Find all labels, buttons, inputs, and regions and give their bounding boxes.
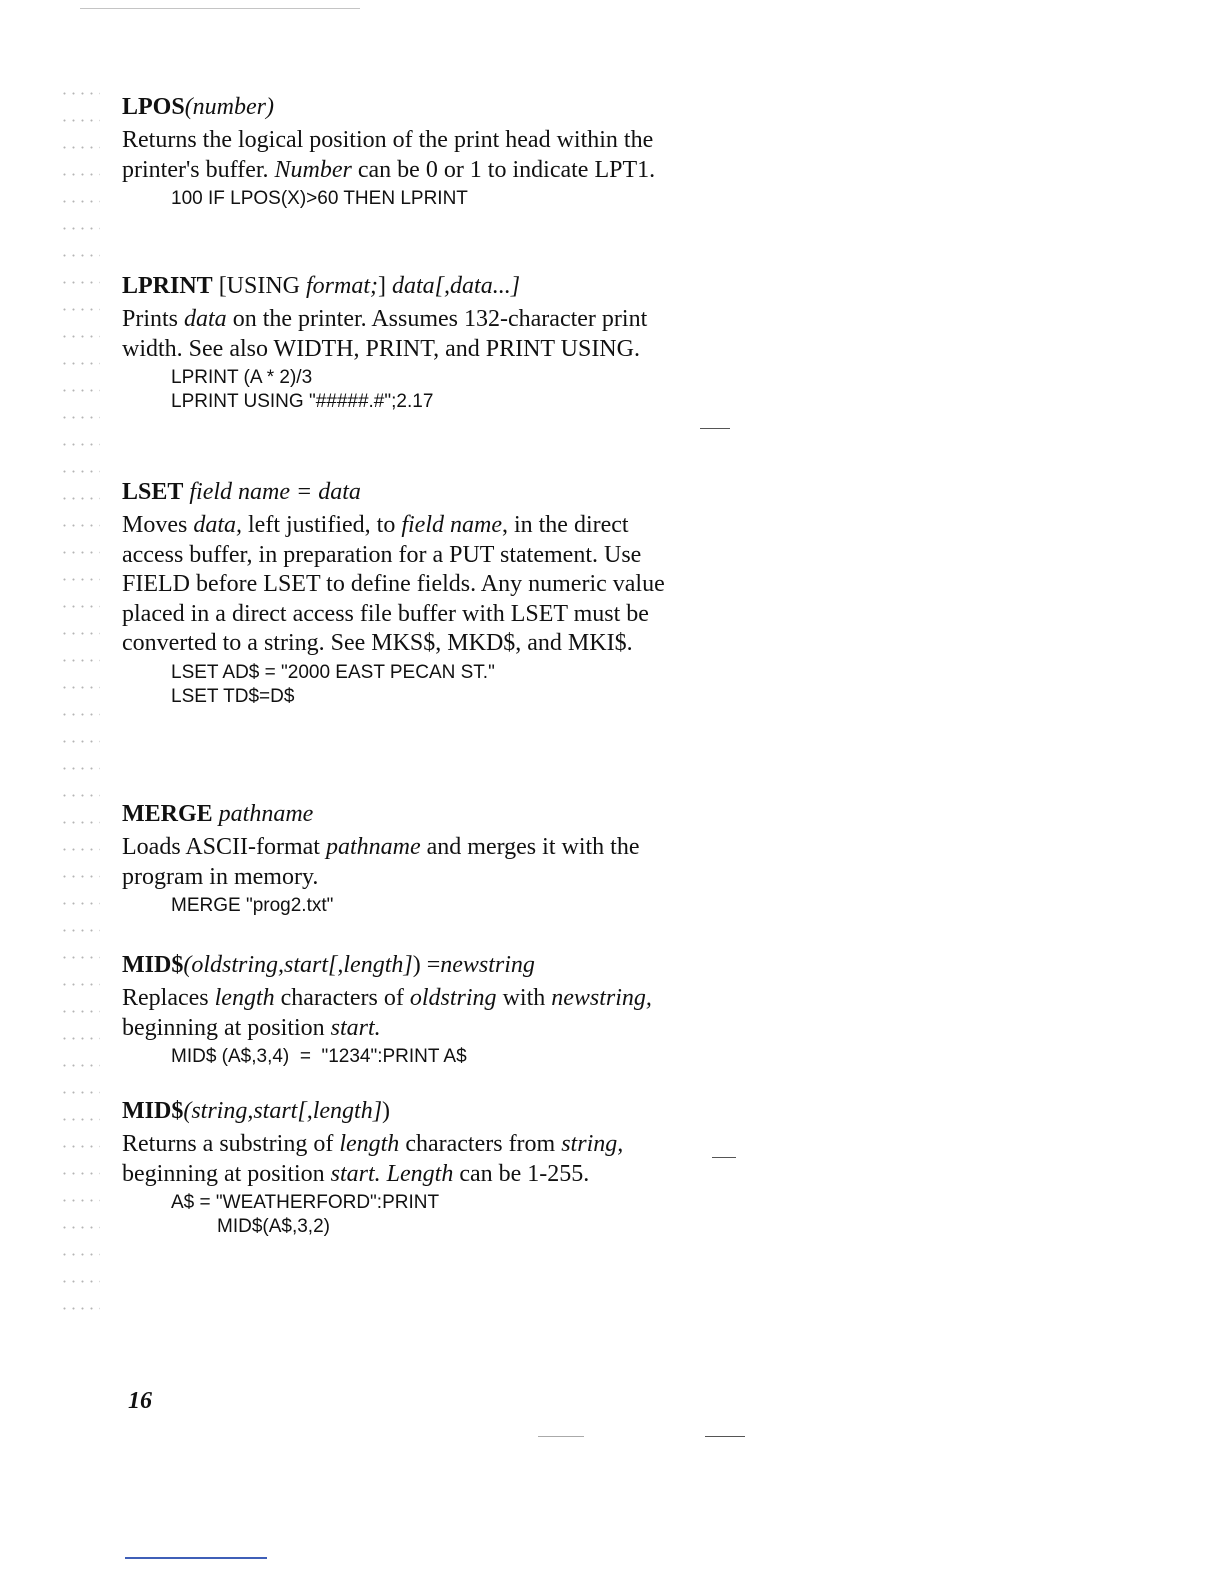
entry-description [122, 511, 682, 659]
desc-text: on the printer. Assumes 132-character print width. See also WIDTH, PRINT, and PRINT USING. [122, 306, 648, 362]
desc-arg: start. [330, 1014, 381, 1041]
signature-part: ] [378, 273, 393, 299]
signature: pathname [218, 801, 314, 827]
keyword: MID$ [122, 1098, 184, 1124]
code-line: MERGE "prog2.txt" [171, 895, 334, 916]
entry-lset [122, 478, 682, 709]
keyword: LSET [122, 479, 184, 505]
page-number: 16 [128, 1388, 152, 1414]
scan-speck [705, 1436, 745, 1437]
code-example [122, 1045, 682, 1069]
signature-part: (oldstring,start [183, 952, 329, 978]
entry-heading [122, 800, 682, 829]
desc-arg: data, [193, 512, 243, 538]
entry-mid-statement [122, 951, 682, 1069]
desc-text: , in the direct access buffer, in preparation for a PUT statement. Use FIELD before LSET to define fields. Any numeric value placed in a direct access file buffer with LSET must be converted to a string. See MKS$, MKD$, and MKI$. [122, 512, 665, 656]
desc-text: with [496, 985, 552, 1011]
keyword: LPRINT [122, 273, 213, 299]
desc-text: Replaces [122, 985, 215, 1011]
desc-arg: field name [401, 512, 502, 538]
desc-text: Prints [122, 306, 185, 332]
signature: field name = data [189, 479, 361, 505]
bottom-rule [125, 1557, 267, 1559]
code-example [122, 366, 682, 414]
entry-heading [122, 951, 682, 980]
scan-margin-noise [60, 80, 100, 1320]
keyword: LPOS [122, 94, 185, 120]
code-line: 100 IF LPOS(X)>60 THEN LPRINT [171, 188, 468, 209]
entry-heading [122, 272, 682, 301]
entry-mid-function [122, 1097, 682, 1239]
scan-speck [538, 1436, 584, 1437]
code-line: LPRINT (A * 2)/3 [171, 367, 313, 388]
entry-description [122, 984, 682, 1043]
code-line: MID$(A$,3,2) [217, 1216, 330, 1237]
desc-arg: length [339, 1131, 400, 1157]
signature-part: newstring [440, 952, 535, 978]
desc-text: characters of [274, 985, 410, 1011]
signature-part: format; [306, 273, 379, 299]
desc-arg: newstring, [551, 985, 652, 1011]
scan-speck [80, 8, 360, 9]
code-line: A$ = "WEATHERFORD":PRINT [171, 1192, 440, 1213]
desc-text: beginning at position [122, 1160, 331, 1187]
desc-text: can be 0 or 1 to indicate LPT1. [351, 156, 656, 183]
desc-text: Loads ASCII-format [122, 834, 326, 860]
code-example [122, 661, 682, 709]
desc-arg: oldstring [409, 985, 497, 1011]
entry-lprint [122, 272, 682, 414]
code-line: LSET AD$ = "2000 EAST PECAN ST." [171, 661, 495, 683]
desc-text: Moves [122, 512, 194, 538]
code-line: MID$ (A$,3,4) = "1234":PRINT A$ [171, 1046, 467, 1067]
desc-text: Returns a substring of [122, 1131, 340, 1157]
entry-description [122, 833, 682, 892]
code-line: LPRINT USING "#####.#";2.17 [171, 391, 434, 412]
entry-lpos [122, 93, 682, 211]
desc-text: characters from [399, 1131, 562, 1157]
desc-text: left justified, to [242, 512, 402, 538]
desc-arg: length [214, 985, 275, 1011]
code-example [122, 894, 682, 918]
signature-part: [,length] [297, 1098, 383, 1124]
signature-part: [,length] [328, 952, 413, 978]
desc-arg: string, [561, 1131, 624, 1157]
entry-heading [122, 478, 682, 507]
desc-text: and merges it with the program in memory. [122, 834, 640, 890]
entry-merge [122, 800, 682, 918]
scan-speck [712, 1157, 736, 1158]
signature: (number) [184, 94, 274, 120]
desc-arg: Number [274, 156, 352, 183]
keyword: MERGE [122, 801, 213, 827]
desc-text: beginning at position [122, 1014, 331, 1041]
desc-arg: start. Length [330, 1160, 454, 1187]
signature-part: (string,start [183, 1098, 298, 1124]
code-example [122, 187, 682, 211]
entry-heading [122, 93, 682, 122]
desc-text: Returns the logical position of the print head within the printer's buffer. [122, 127, 654, 183]
entry-description [122, 126, 682, 185]
scan-speck [700, 428, 730, 429]
desc-arg: data [184, 306, 227, 332]
entry-description [122, 1130, 682, 1189]
entry-description [122, 305, 682, 364]
signature-part: [USING [212, 273, 307, 299]
keyword: MID$ [122, 952, 184, 978]
code-example [122, 1191, 682, 1239]
signature-part: ) [382, 1098, 391, 1124]
signature-part: ) = [412, 952, 441, 978]
entry-heading [122, 1097, 682, 1126]
code-line: LSET TD$=D$ [171, 685, 295, 707]
desc-arg: pathname [325, 834, 421, 860]
signature-part: data[,data...] [392, 273, 521, 299]
desc-text: can be 1-255. [453, 1160, 590, 1187]
